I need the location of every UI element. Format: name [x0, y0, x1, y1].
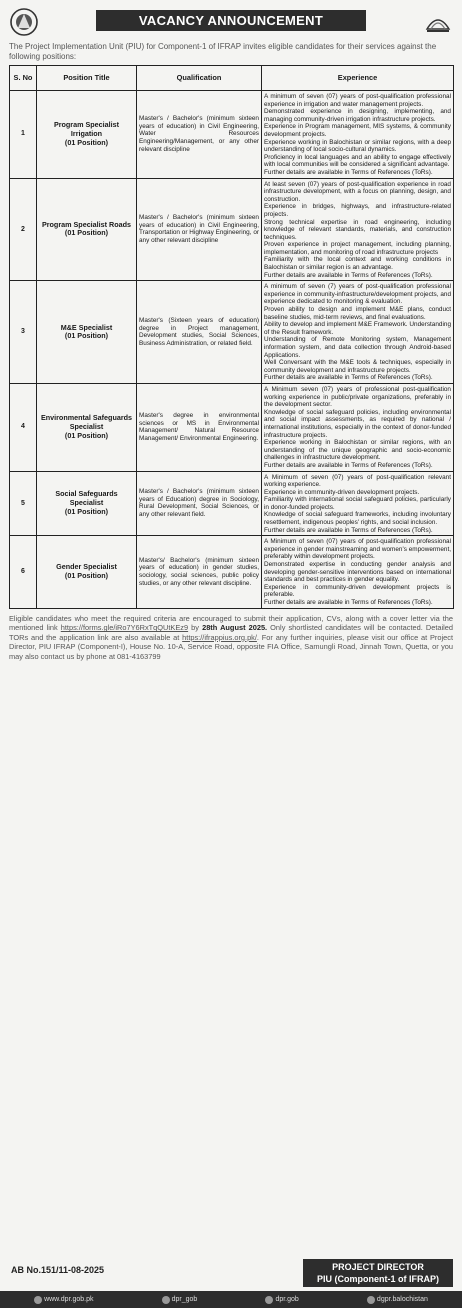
table-row [10, 383, 454, 471]
row-qualification: Master's degree in environmental sciences or MS in Environmental Management/ Natural Resource Management/ Environmental Engineering. [137, 383, 262, 471]
experience-item: Further details are available in Terms of References (ToRs). [264, 461, 433, 469]
row-position-title [37, 383, 137, 471]
row-sno: 1 [10, 91, 37, 179]
row-experience [262, 178, 454, 281]
position-count: (01 Position) [64, 430, 109, 440]
experience-item: Knowledge of social safeguard frameworks, including involuntary resettlement, indigenous peoples' rights, and social inclusion. [264, 511, 451, 527]
experience-item: Proven experience in project management, including planning, implementation, and monitoring of road infrastructure projects [264, 241, 451, 256]
application-form-link[interactable]: https://forms.gle/iRo7Y6RxTqQUtKEz9 [60, 623, 189, 633]
row-position-title [37, 178, 137, 281]
social-footer [0, 1291, 462, 1308]
director-unit: PIU (Component-1 of IFRAP) [317, 1274, 439, 1284]
row-qualification: Master's/ Bachelor's (minimum sixteen years of education) in gender studies, sociology, social sciences, public policy studies, or any other relevant discipline. [137, 536, 262, 608]
table-row [10, 471, 454, 536]
experience-item: A Minimum of seven (07) years of post-qualification professional experience in gender mainstreaming and women's empowerment, preferably within development projects. [264, 538, 451, 561]
row-experience [262, 471, 454, 536]
position-name: Program Specialist Roads [41, 219, 132, 229]
row-position-title [37, 471, 137, 536]
table-row [10, 91, 454, 179]
row-experience [262, 281, 454, 384]
instructions-text-1: Eligible candidates who meet the required criteria are encouraged to submit their application, CVs, along with a cover letter via the mentioned link [9, 613, 453, 633]
header-position-title: Position Title [37, 66, 137, 91]
experience-item: Further details are available in Terms of References (ToRs). [264, 526, 433, 534]
row-sno: 3 [10, 281, 37, 384]
website-handle[interactable]: www.dpr.gob.pk [44, 1296, 94, 1303]
experience-item: A minimum of seven (7) years of post-qualification professional experience in community-infrastructure/development projects, and experience dedicated to monitoring & evaluation. [264, 283, 451, 306]
banner-title: VACANCY ANNOUNCEMENT [96, 10, 366, 31]
experience-item: Experience in bridges, highways, and infrastructure-related projects. [264, 203, 451, 218]
row-qualification: Master's (Sixteen years of education) degree in Project management, Development studies, Social Sciences, Business Administration, or related field. [137, 281, 262, 384]
experience-item: Further details are available in Terms of References (ToRs). [264, 374, 433, 382]
experience-item: Experience in community-driven development projects is preferable. [264, 583, 451, 599]
application-instructions [9, 614, 453, 662]
experience-item: Experience in Program management, MIS systems, & community development projects. [264, 123, 451, 138]
experience-item: A minimum of seven (07) years of post-qualification professional experience in irrigation and water management projects. [264, 93, 451, 108]
experience-item: Demonstrated experience in designing, implementing, and managing community-driven irrigation infrastructure projects. [264, 108, 451, 123]
experience-item: Well Conversant with the M&E tools & techniques, especially in community development and infrastructure projects. [264, 359, 451, 374]
position-count: (01 Position) [64, 570, 109, 580]
row-experience [262, 91, 454, 179]
table-row [10, 178, 454, 281]
position-name: Environmental Safeguards Specialist [40, 413, 133, 431]
position-count: (01 Position) [64, 228, 109, 238]
row-sno: 6 [10, 536, 37, 608]
instructions-text-2: by [188, 623, 203, 633]
experience-item: Proficiency in local languages and an ability to engage effectively with local communities will be considered a significant advantage. [264, 153, 451, 169]
row-qualification: Master's / Bachelor's (minimum sixteen years of education) in Civil Engineering, Water Resources Engineering/Management, or any other relevant discipline [137, 91, 262, 179]
header-experience: Experience [262, 66, 454, 91]
director-title: PROJECT DIRECTOR [332, 1262, 424, 1272]
row-position-title [37, 91, 137, 179]
twitter-handle[interactable]: dpr_gob [171, 1296, 198, 1303]
experience-item: Experience in community-driven development projects. [264, 488, 420, 496]
globe-icon [34, 1296, 42, 1304]
facebook-icon [265, 1296, 273, 1304]
experience-item: Experience working in Balochistan or similar regions, with a deep understanding of local socio-cultural dynamics. [264, 138, 451, 154]
header [9, 4, 453, 42]
instagram-icon [367, 1296, 375, 1304]
table-row [10, 536, 454, 608]
row-position-title [37, 536, 137, 608]
position-name: Gender Specialist [56, 562, 117, 572]
position-count: (01 Position) [64, 506, 109, 516]
experience-item: Understanding of Remote Monitoring system, Management information system, and data collection through Android-based Applications. [264, 336, 451, 359]
header-sno: S. No [10, 66, 37, 91]
ifrap-logo [423, 7, 453, 37]
position-name: Social Safeguards Specialist [55, 489, 118, 508]
experience-item: Proven ability to design and implement M&E plans, conduct baseline studies, mid-term reviews, and final evaluations. [264, 306, 451, 321]
row-sno: 4 [10, 383, 37, 471]
experience-item: A Minimum of seven (07) years of post-qualification relevant working experience. [264, 473, 451, 489]
position-count: (01 Position) [64, 137, 109, 147]
intro-text: The Project Implementation Unit (PIU) for Component-1 of IFRAP invites eligible candidates for their services against the following positions: [9, 42, 437, 61]
row-qualification: Master's / Bachelor's (minimum sixteen years of Education) degree in Sociology, Rural Development, Social Sciences, or any other relevant field. [137, 471, 262, 536]
signature-block [9, 1259, 453, 1289]
position-name: M&E Specialist [60, 322, 113, 332]
row-sno: 5 [10, 471, 37, 536]
government-seal-logo [9, 7, 39, 37]
experience-item: Experience working in Balochistan or similar regions, with an understanding of the unique geographic and socio-economic challenges in infrastructure development. [264, 439, 451, 462]
instructions-text-3: Only shortlisted candidates will be contacted. Detailed TORs and the application link are also available at [9, 623, 453, 642]
experience-item: Further details are available in Terms of References (ToRs). [264, 599, 433, 606]
experience-item: Knowledge of social safeguard policies, including environmental and social impact assessments, as required by national / international institutions, especially in the context of donor-funded infrastructure projects. [264, 408, 451, 439]
row-sno: 2 [10, 178, 37, 281]
experience-item: Familiarity with the local context and working conditions in Balochistan or similar region is an advantage. [264, 256, 451, 272]
ad-number: AB No.151/11-08-2025 [11, 1265, 105, 1275]
position-count: (01 Position) [64, 331, 109, 341]
instructions-text-4: . For any further inquiries, please visit our office at Project Director, PIU IFRAP (Component-I), House No. 10-A, Service Road, opposite FIA Office, Samungli Road, Jinnah Town, Quetta, or you may also contact us by phone at 081-4163799 [9, 632, 453, 661]
facebook-handle[interactable]: dpr.gob [275, 1296, 299, 1303]
experience-item: Familiarity with international social safeguard policies, particularly in donor-funded projects. [264, 496, 451, 511]
table-row [10, 281, 454, 384]
row-experience [262, 536, 454, 608]
experience-item: At least seven (07) years of post-qualification experience in road infrastructure development, with a focus on planning, design, and construction. [264, 180, 451, 203]
positions-table [9, 65, 454, 609]
experience-item: Demonstrated expertise in conducting gender analysis and developing gender-sensitive interventions based on international standards and best practices in gender equality. [264, 561, 451, 584]
position-name: Program Specialist Irrigation [53, 120, 120, 138]
experience-item: Ability to develop and implement M&E Framework. Understanding of the Result framework. [264, 321, 451, 336]
experience-item: Strong technical expertise in road engineering, including knowledge of relevant standards, materials, and construction techniques. [264, 218, 451, 241]
table-header-row [10, 66, 454, 91]
header-qualification: Qualification [137, 66, 262, 91]
experience-item: Further details are available in Terms of References (ToRs). [264, 271, 433, 279]
twitter-icon [162, 1296, 170, 1304]
deadline: 28th August 2025. [202, 623, 268, 633]
instagram-handle[interactable]: dgpr.balochistan [376, 1296, 428, 1303]
experience-item: Further details are available in Terms of References (ToRs). [264, 168, 433, 176]
project-director-box [303, 1259, 453, 1287]
row-experience [262, 383, 454, 471]
experience-item: A Minimum seven (07) years of professional post-qualification working experience in public/private organizations, preferably in the development sector. [264, 385, 451, 409]
website-link[interactable]: https://ifrappius.org.pk/ [182, 632, 257, 642]
row-qualification: Master's / Bachelor's (minimum sixteen years of education) in Civil Engineering, Transportation or Highway Engineering, or any other relevant discipline [137, 178, 262, 281]
row-position-title [37, 281, 137, 384]
